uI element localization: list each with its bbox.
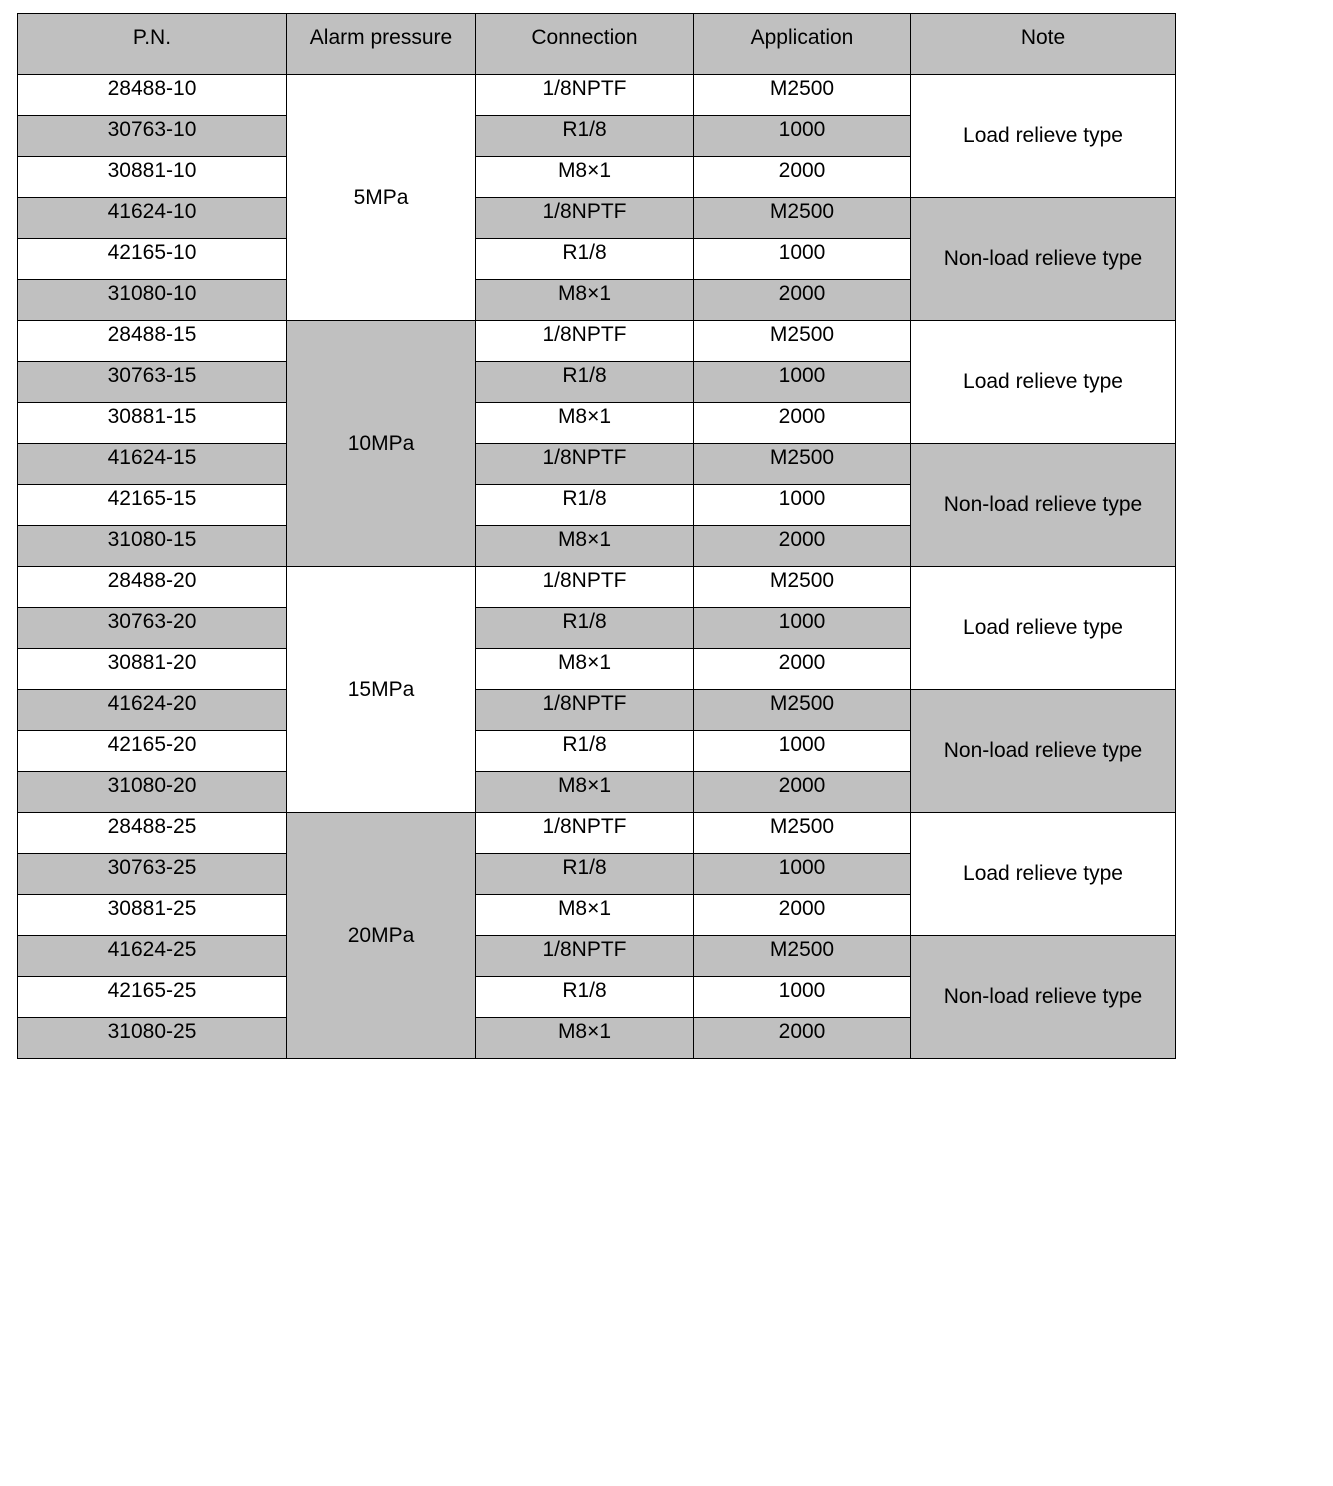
cell-pn: 31080-20 [18, 772, 287, 813]
cell-connection: M8×1 [476, 280, 694, 321]
table-row [18, 444, 1176, 485]
cell-connection: R1/8 [476, 977, 694, 1018]
cell-connection: 1/8NPTF [476, 444, 694, 485]
cell-note: Non-load relieve type [911, 444, 1176, 567]
cell-connection: R1/8 [476, 485, 694, 526]
cell-application: 2000 [694, 1018, 911, 1059]
cell-pn: 31080-15 [18, 526, 287, 567]
cell-alarm-pressure: 15MPa [287, 567, 476, 813]
header-row [18, 14, 1176, 75]
cell-connection: M8×1 [476, 895, 694, 936]
cell-connection: R1/8 [476, 239, 694, 280]
cell-connection: M8×1 [476, 772, 694, 813]
header-alarm-pressure: Alarm pressure [287, 14, 476, 75]
cell-note: Non-load relieve type [911, 936, 1176, 1059]
table-row [18, 321, 1176, 362]
table-row [18, 75, 1176, 116]
cell-application: 1000 [694, 485, 911, 526]
cell-alarm-pressure: 20MPa [287, 813, 476, 1059]
cell-application: 1000 [694, 854, 911, 895]
cell-application: M2500 [694, 444, 911, 485]
cell-note: Non-load relieve type [911, 690, 1176, 813]
cell-application: 1000 [694, 608, 911, 649]
header-pn: P.N. [18, 14, 287, 75]
cell-pn: 42165-25 [18, 977, 287, 1018]
cell-pn: 31080-25 [18, 1018, 287, 1059]
header-connection: Connection [476, 14, 694, 75]
cell-application: 1000 [694, 731, 911, 772]
cell-pn: 31080-10 [18, 280, 287, 321]
cell-alarm-pressure: 5MPa [287, 75, 476, 321]
cell-application: M2500 [694, 690, 911, 731]
cell-pn: 30881-15 [18, 403, 287, 444]
cell-application: 1000 [694, 362, 911, 403]
cell-application: 2000 [694, 526, 911, 567]
cell-application: M2500 [694, 567, 911, 608]
cell-note: Load relieve type [911, 813, 1176, 936]
table-row [18, 690, 1176, 731]
table-body [18, 75, 1176, 1059]
cell-application: M2500 [694, 813, 911, 854]
cell-connection: M8×1 [476, 157, 694, 198]
cell-connection: 1/8NPTF [476, 75, 694, 116]
cell-pn: 28488-25 [18, 813, 287, 854]
cell-note: Load relieve type [911, 75, 1176, 198]
cell-pn: 30763-15 [18, 362, 287, 403]
table-row [18, 936, 1176, 977]
cell-connection: R1/8 [476, 362, 694, 403]
cell-pn: 30881-25 [18, 895, 287, 936]
cell-connection: M8×1 [476, 649, 694, 690]
cell-connection: M8×1 [476, 1018, 694, 1059]
cell-pn: 30763-20 [18, 608, 287, 649]
cell-pn: 42165-20 [18, 731, 287, 772]
cell-application: 2000 [694, 649, 911, 690]
cell-application: 2000 [694, 895, 911, 936]
cell-pn: 28488-20 [18, 567, 287, 608]
cell-alarm-pressure: 10MPa [287, 321, 476, 567]
cell-application: 2000 [694, 157, 911, 198]
cell-note: Load relieve type [911, 321, 1176, 444]
table-row [18, 567, 1176, 608]
header-application: Application [694, 14, 911, 75]
cell-connection: R1/8 [476, 116, 694, 157]
cell-connection: 1/8NPTF [476, 321, 694, 362]
cell-connection: 1/8NPTF [476, 198, 694, 239]
cell-pn: 41624-10 [18, 198, 287, 239]
cell-pn: 42165-10 [18, 239, 287, 280]
cell-connection: 1/8NPTF [476, 567, 694, 608]
cell-connection: 1/8NPTF [476, 936, 694, 977]
cell-application: 1000 [694, 239, 911, 280]
cell-pn: 41624-20 [18, 690, 287, 731]
cell-connection: R1/8 [476, 608, 694, 649]
cell-pn: 28488-10 [18, 75, 287, 116]
cell-pn: 30881-20 [18, 649, 287, 690]
cell-application: 1000 [694, 116, 911, 157]
cell-application: M2500 [694, 75, 911, 116]
cell-pn: 30763-10 [18, 116, 287, 157]
cell-application: M2500 [694, 198, 911, 239]
header-note: Note [911, 14, 1176, 75]
cell-connection: R1/8 [476, 854, 694, 895]
cell-connection: 1/8NPTF [476, 813, 694, 854]
table-row [18, 198, 1176, 239]
cell-pn: 41624-15 [18, 444, 287, 485]
table-row [18, 813, 1176, 854]
cell-pn: 42165-15 [18, 485, 287, 526]
cell-application: 2000 [694, 403, 911, 444]
cell-connection: M8×1 [476, 403, 694, 444]
cell-pn: 30881-10 [18, 157, 287, 198]
cell-pn: 30763-25 [18, 854, 287, 895]
cell-application: M2500 [694, 936, 911, 977]
cell-application: 1000 [694, 977, 911, 1018]
cell-pn: 41624-25 [18, 936, 287, 977]
cell-application: 2000 [694, 772, 911, 813]
spec-table [17, 13, 1176, 1059]
cell-note: Non-load relieve type [911, 198, 1176, 321]
cell-connection: R1/8 [476, 731, 694, 772]
cell-connection: 1/8NPTF [476, 690, 694, 731]
cell-application: 2000 [694, 280, 911, 321]
cell-note: Load relieve type [911, 567, 1176, 690]
cell-pn: 28488-15 [18, 321, 287, 362]
cell-connection: M8×1 [476, 526, 694, 567]
cell-application: M2500 [694, 321, 911, 362]
